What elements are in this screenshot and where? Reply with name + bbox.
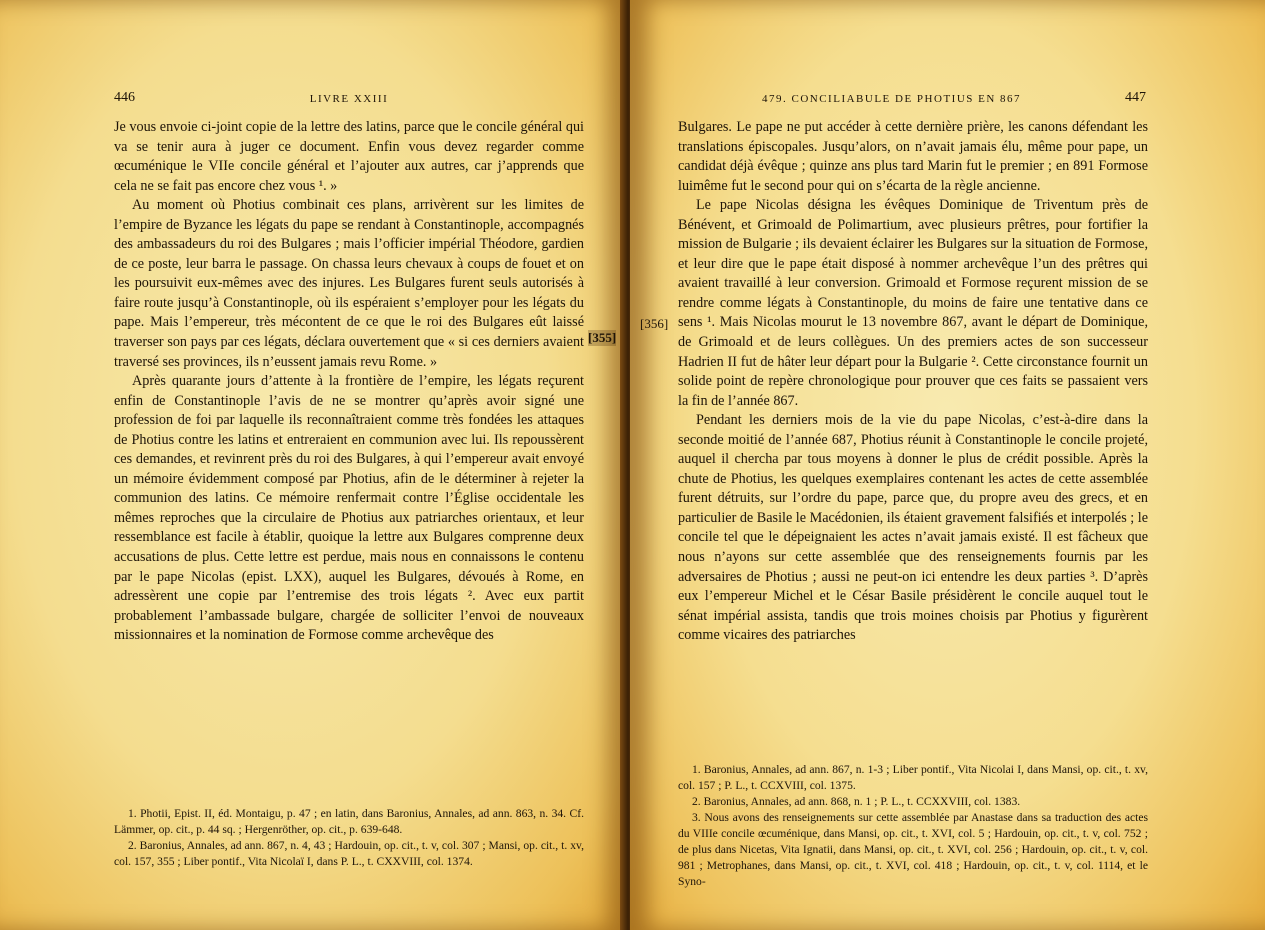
running-head-left — [114, 90, 584, 110]
footnote: 1. Baronius, Annales, ad ann. 867, n. 1-3 ; Liber pontif., Vita Nicolai I, dans Mansi, op. cit., t. xv, col. 157 ; P. L., t. CCXVIII, col. 1375. — [678, 763, 1148, 792]
paragraph: Je vous envoie ci-joint copie de la lettre des latins, parce que le concile général qui va se tenir aura à juger ce document. Enfin vous devez regarder comme œcuménique le VIIe concile général et l’ajouter aux autres, car j’apprends que cela ne se fait pas encore chez vous ¹. » — [114, 119, 584, 194]
margin-marker-right: [356] — [640, 316, 669, 331]
paragraph: Le pape Nicolas désigna les évêques Dominique de Triventum près de Bénévent, et Grimoald de Polimartium, avec plusieurs prêtres, pour fortifier la mission de Bulgarie ; ils devaient éclairer les Bulgares sur la situation de Formose, et leur dire que le pape était disposé à nommer archevêque l’un des prêtres qui avaient travaillé à leur conversion. Grimoald et Formose reçurent mission de se rendre comme légats à Constantinople, du moins de faire une tentative dans ce sens ¹. Mais Nicolas mourut le 13 novembre 867, avant le départ de Dominique, de Grimoald et de leurs collègues. Un des premiers actes de son successeur Hadrien II fut de hâter leur départ pour la Bulgarie ². Cette circonstance fournit un solide point de repère chronologique pour prouver que ces faits se passaient vers la fin de l’année 867. — [678, 197, 1148, 409]
body-text-left — [114, 118, 584, 646]
footnote: 2. Baronius, Annales, ad ann. 868, n. 1 ; P. L., t. CCXXVIII, col. 1383. — [692, 795, 1021, 808]
paragraph: Au moment où Photius combinait ces plans, arrivèrent sur les limites de l’empire de Byzance les légats du pape se rendant à Constantinople, accompagnés des ambassadeurs du roi des Bulgares ; mais l’officier impérial Théodore, gardien de ce poste, leur barra le passage. On chassa leurs chevaux à coups de fouet et on les poursuivit eux-mêmes avec des injures. Les Bulgares furent seuls autorisés à faire route jusqu’à Constantinople, où ils espéraient s’employer pour les légats du pape. Mais l’empereur, très mécontent de ce que le roi des Bulgares eût laissé traverser son pays par ces légats, déclara ouvertement que « si ces derniers avaient traversé ses provinces, ils n’eussent jamais revu Rome. » — [114, 197, 584, 370]
page-number-left: 446 — [114, 90, 135, 105]
running-title-left: LIVRE XXIII — [309, 93, 389, 105]
paragraph: Après quarante jours d’attente à la frontière de l’empire, les légats reçurent enfin de Constantinople l’avis de ne se montrer qu’après avoir signé une profession de foi par laquelle ils reconnaîtraient comme très fondées les attaques de Photius contre les latins et entreraient en communion avec lui. Ils repoussèrent ces demandes, et revinrent près du roi des Bulgares, à qui l’empereur avait envoyé un mémoire évidemment composé par Photius, afin de le déterminer à rejeter la communion des latins. Ce mémoire renfermait contre l’Église occidentale les mêmes reproches que la circulaire de Photius aux patriarches orientaux, et leur ressemblance est facile à établir, quoique la lettre aux Bulgares comprenne deux accusations de plus. Cette lettre est perdue, mais nous en connaissons le contenu par le pape Nicolas (epist. LXX), auquel les Bulgares, dévoués à Rome, en adressèrent une copie par l’entremise des trois légats ². Avec eux partit probablement l’ambassade bulgare, chargée de solliciter l’envoi de nouveaux missionnaires et la nomination de Formose comme archevêque des — [114, 373, 584, 644]
page-number-right: 447 — [1125, 90, 1146, 105]
footnotes-left — [114, 806, 584, 870]
footnote: 2. Baronius, Annales, ad ann. 867, n. 4, 43 ; Hardouin, op. cit., t. v, col. 307 ; Mansi, op. cit., t. xv, col. 157, 355 ; Liber pontif., Vita Nicolaï I, dans P. L., t. CXXVIII, col. 1374. — [114, 839, 584, 868]
running-head-right — [678, 90, 1146, 110]
paragraph: Pendant les derniers mois de la vie du pape Nicolas, c’est-à-dire dans la seconde moitié de l’année 687, Photius réunit à Constantinople le concile projeté, auquel il chercha par tous moyens à donner le plus de crédit possible. Après la chute de Photius, les quelques exemplaires contenant les actes de cette assemblée furent détruits, sur l’ordre du pape, parce que, du propre aveu des grecs, et en particulier de Basile le Macédonien, ils étaient gravement falsifiés et interpolés ; le concile tel que le dépeignaient les actes n’avait jamais existé. Il est fâcheux que nous n’ayons sur cette assemblée que des renseignements fournis par les adversaires de Photius ; aussi ne peut-on ici entendre les deux parties ³. D’après eux l’empereur Michel et le César Basile présidèrent le concile auquel tout le sénat impérial assista, tandis que trois moines choisis par Photius y figurèrent comme vicaires des patriarches — [678, 412, 1148, 644]
body-text-right — [678, 118, 1148, 646]
running-title-right: 479. CONCILIABULE DE PHOTIUS EN 867 — [762, 93, 1022, 105]
margin-marker-left: [355] — [588, 330, 617, 345]
paragraph: Bulgares. Le pape ne put accéder à cette dernière prière, les canons défendant les translations épiscopales. Jusqu’alors, on n’avait jamais élu, même pour pape, un candidat déjà évêque ; quinze ans plus tard Marin fut le premier ; en 891 Formose luimême fut le second pour qui on s’écarta de la règle ancienne. — [678, 119, 1148, 194]
left-page — [0, 0, 626, 930]
right-page — [630, 0, 1265, 930]
footnote: 1. Photii, Epist. II, éd. Montaigu, p. 47 ; en latin, dans Baronius, Annales, ad ann. 863, n. 34. Cf. Lämmer, op. cit., p. 44 sq. ; Hergenröther, op. cit., p. 639-648. — [114, 807, 584, 836]
footnote: 3. Nous avons des renseignements sur cette assemblée par Anastase dans sa traduction des actes du VIIIe concile œcuménique, dans Mansi, op. cit., t. XVI, col. 5 ; Hardouin, op. cit., t. v, col. 752 ; de plus dans Nicetas, Vita Ignatii, dans Mansi, op. cit., t. XVI, col. 256 ; Hardouin, op. cit., t. v, col. 981 ; Metrophanes, dans Mansi, op. cit., t. XVI, col. 418 ; Hardouin, op. cit., t. v, col. 1114, et le Syno- — [678, 811, 1148, 888]
footnotes-right — [678, 762, 1148, 890]
